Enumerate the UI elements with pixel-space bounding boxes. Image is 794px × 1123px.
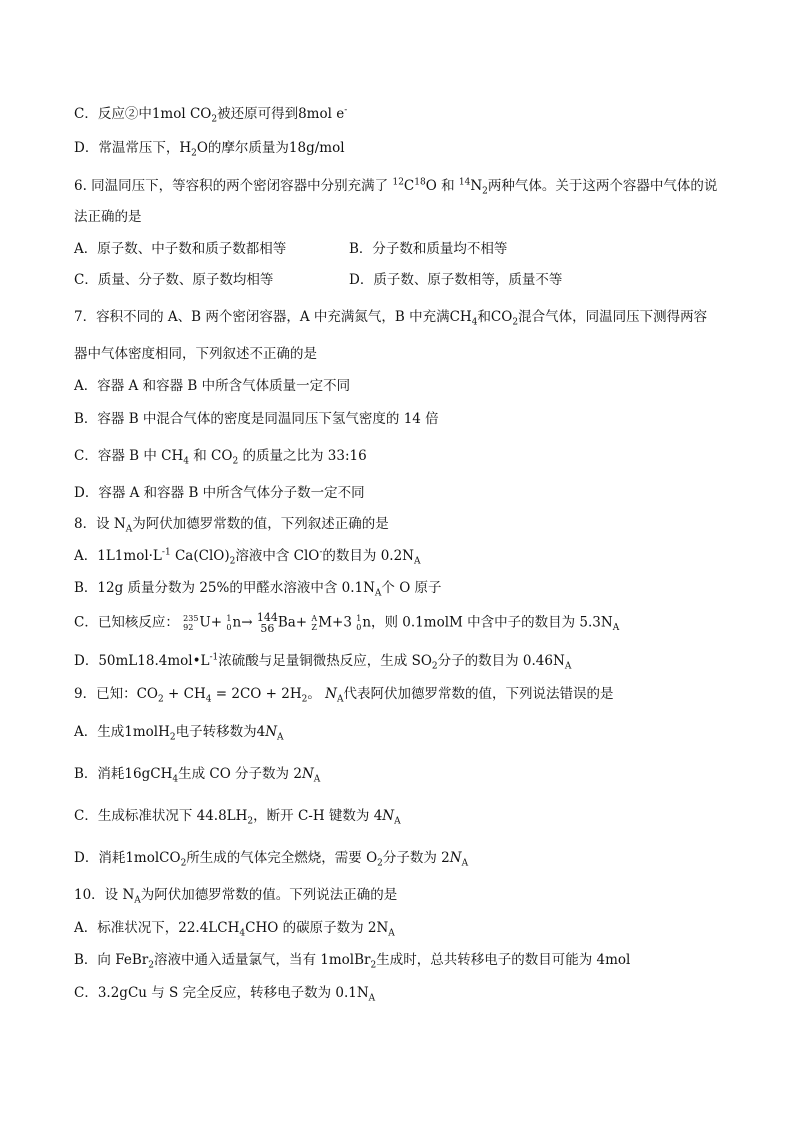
- u235-nuclide: 235 92: [183, 614, 199, 632]
- q8-option-b: B．12g 质量分数为 25%的甲醛水溶液中含 $0.1N_A$个 O 原子: [74, 580, 442, 599]
- q8-stem: 8．设 $N_A$为阿伏加德罗常数的值，下列叙述正确的是: [74, 516, 389, 535]
- neutron-nuclide: 1 0: [226, 614, 232, 632]
- q6-option-d: D．质子数、原子数相等，质量不等: [349, 272, 563, 288]
- q10-stem: 10．设 $N_A$为阿伏加德罗常数的值。下列说法正确的是: [74, 887, 398, 906]
- m-nuclide: A Z: [311, 614, 318, 632]
- q10-option-b: B．向 FeBr$_2$溶液中通入适量氯气，当有 1molBr$_2$生成时，总共转移电子的数目可能为 4mol: [74, 952, 631, 971]
- q9-option-c: C．生成标准状况下 $44.8LH_2$，断开 C-H 键数为 $4N_A$: [74, 808, 401, 827]
- q7-option-c: C．容器 B 中 $CH_4$ 和 $CO_2$ 的质量之比为 33:16: [74, 448, 367, 467]
- q7-stem-cont: 器中气体密度相同，下列叙述不正确的是: [74, 346, 317, 362]
- q7-option-d: D．容器 A 和容器 B 中所含气体分子数一定不同: [74, 485, 365, 501]
- q5-option-d: D．常温常压下，$H_2O$的摩尔质量为18g/mol: [74, 140, 345, 159]
- ba144-nuclide: 144 56: [256, 611, 278, 635]
- q8-option-c: C．已知核反应： 235 92 U+ 1 0 n→ 144 56 Ba+ A Z M+3 1 0 n，则 0.1molM 中含中子的数目为 $5.3N_A$: [74, 611, 620, 635]
- q5-option-c: C．反应②中1mol $CO_2$被还原可得到8mol e-: [74, 105, 348, 125]
- q10-option-a: A．标准状况下，$22.4LCH_4CHO$ 的碳原子数为 $2N_A$: [74, 920, 395, 939]
- q6-option-c: C．质量、分子数、原子数均相等: [74, 272, 274, 288]
- q6-option-a: A．原子数、中子数和质子数都相等: [74, 241, 287, 257]
- q7-option-a: A．容器 A 和容器 B 中所含气体质量一定不同: [74, 378, 351, 394]
- q9-option-b: B．消耗16gCH$_4$生成 CO 分子数为 $2N_A$: [74, 766, 321, 785]
- q8-option-a: A．$1L1mol\cdot L^{-1}$ $Ca(ClO)_2$溶液中含 ClO-的数目为 $0.2N_A$: [74, 547, 421, 567]
- q6-stem-cont: 法正确的是: [74, 209, 142, 225]
- q9-option-d: D．消耗1molCO$_2$所生成的气体完全燃烧，需要 $O_2$分子数为 $2N_A$: [74, 850, 469, 869]
- q8-option-d: D．$50mL18.4mol•L^{-1}$浓硫酸与足量铜微热反应，生成 $SO_2$分子的数目为 $0.46N_A$: [74, 652, 572, 672]
- q9-option-a: A．生成1molH$_2$电子转移数为$4N_A$: [74, 724, 284, 743]
- q9-stem: 9．已知：$CO_2 + CH_4 = 2CO + 2H_2$。 $N_A$代表阿伏加德罗常数的值，下列说法错误的是: [74, 686, 614, 705]
- q10-option-c: C．3.2gCu 与 S 完全反应，转移电子数为 $0.1N_A$: [74, 985, 376, 1004]
- q6-stem: 6. 同温同压下，等容积的两个密闭容器中分别充满了 $^{12}C^{18}O$ 和 $^{14}N_2$两种气体。关于这两个容器中气体的说: [74, 177, 718, 197]
- q7-option-b: B．容器 B 中混合气体的密度是同温同压下氢气密度的 14 倍: [74, 411, 439, 427]
- q6-option-b: B．分子数和质量均不相等: [349, 241, 508, 257]
- q7-stem: 7．容积不同的 A、B 两个密闭容器，A 中充满氮气，B 中充满$CH_4$和$CO_2$混合气体，同温同压下测得两容: [74, 309, 708, 328]
- neutron-nuclide-2: 1 0: [356, 614, 362, 632]
